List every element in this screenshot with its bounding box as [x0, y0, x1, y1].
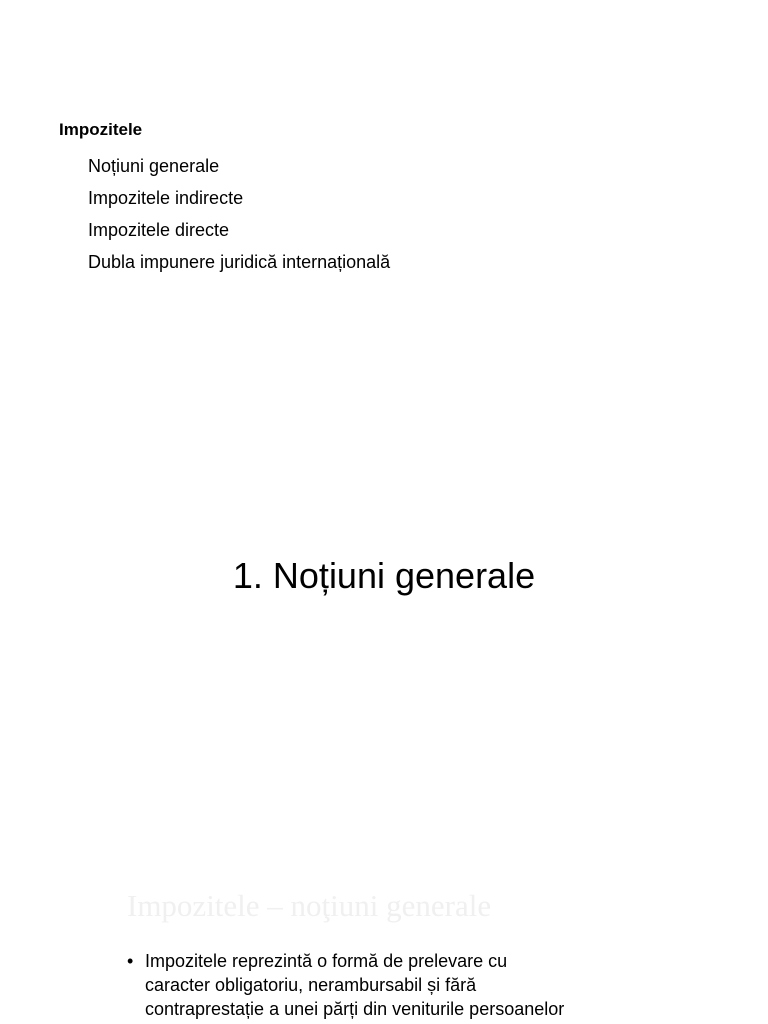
bullet-text-line: Impozitele reprezintă o formă de prelevare cu [145, 951, 508, 971]
slide-content [0, 730, 768, 1024]
slide-section-header [0, 400, 768, 730]
content-title: Impozitele – noţiuni generale [127, 888, 492, 923]
toc-title: Impozitele [59, 120, 143, 139]
bullet-text-line: caracter obligatoriu, nerambursabil și fără [145, 975, 477, 995]
toc-item-dubla-impunere: Dubla impunere juridică internațională [88, 252, 391, 272]
toc-list [88, 150, 390, 278]
bullet-list [127, 949, 645, 1021]
toc-item-impozitele-directe: Impozitele directe [88, 220, 230, 240]
slide-table-of-contents [0, 0, 768, 400]
section-title: 1. Noțiuni generale [232, 555, 536, 596]
toc-item-notiuni-generale: Noțiuni generale [88, 156, 220, 176]
bullet-text-line: contraprestație a unei părți din veniturile persoanelor [145, 999, 565, 1019]
bullet-marker: • [127, 951, 134, 971]
toc-item-impozitele-indirecte: Impozitele indirecte [88, 188, 244, 208]
bullet-item [127, 949, 645, 1021]
